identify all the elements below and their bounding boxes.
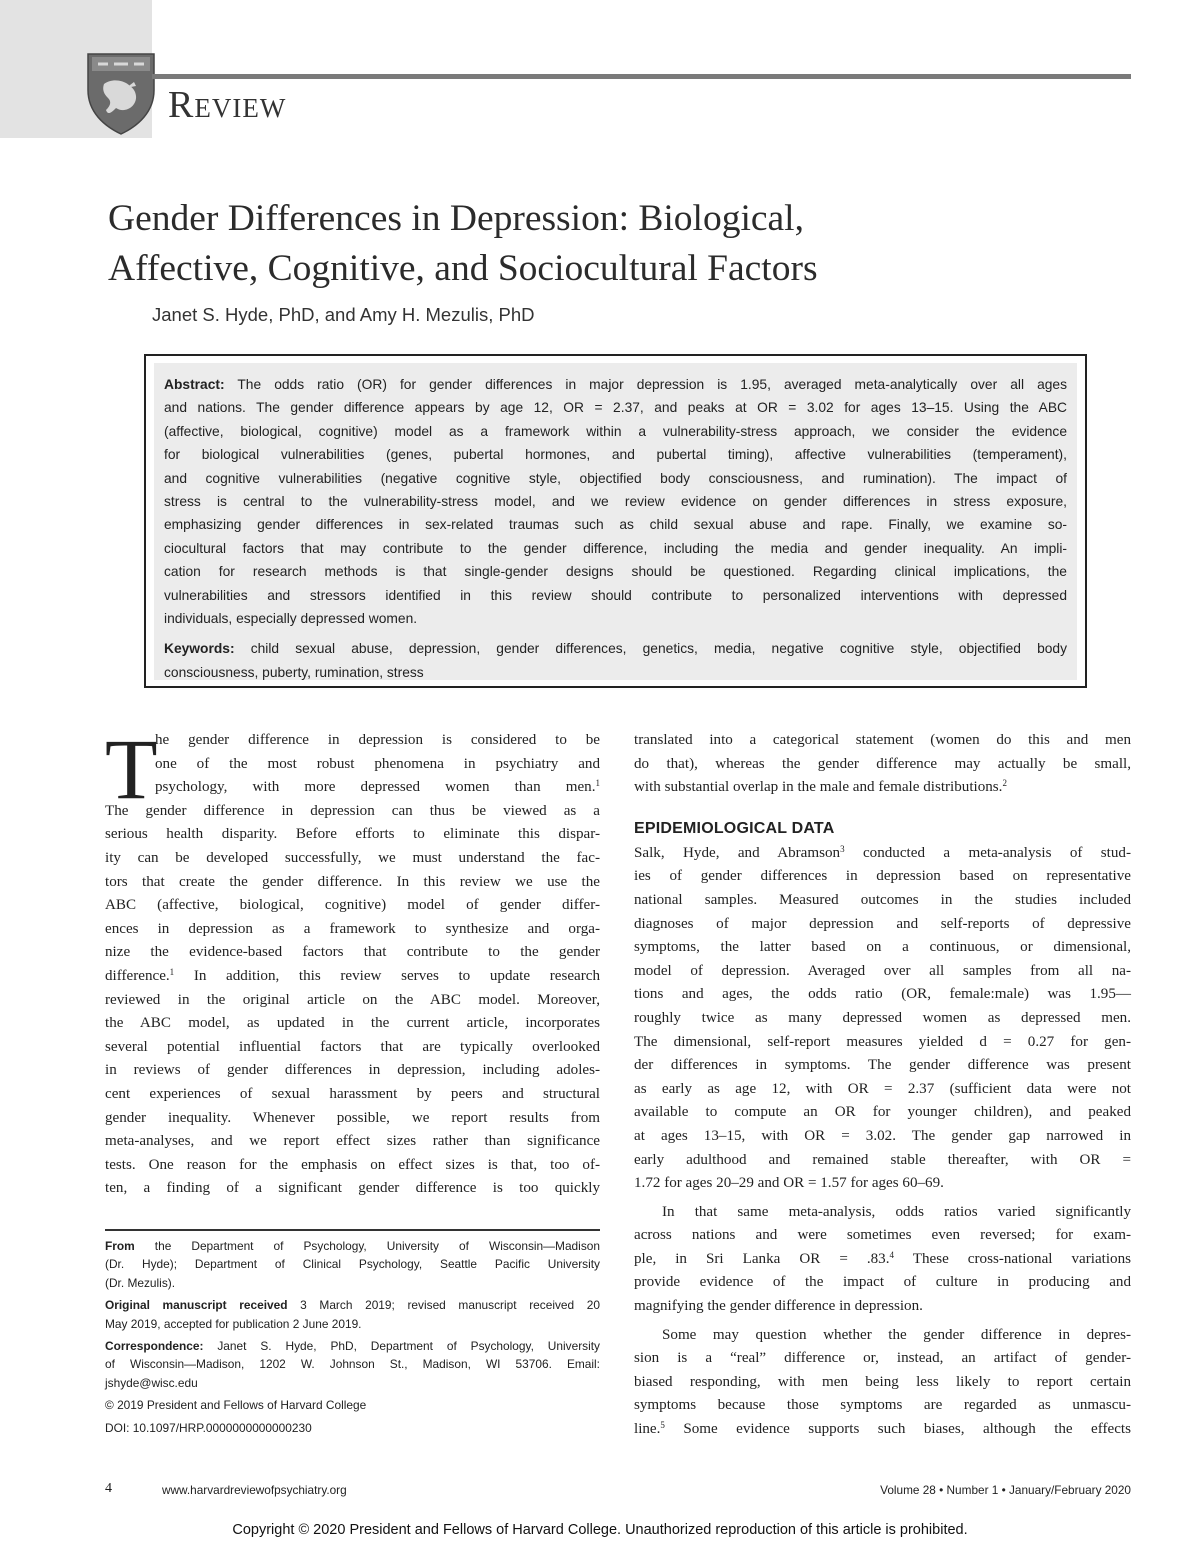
body-line: gender inequality. Whenever possible, we report results from (105, 1109, 600, 1126)
body-line: nize the evidence-based factors that contribute to the gender (105, 944, 600, 961)
body-line-text: Some evidence supports such biases, although the effects (664, 1421, 1131, 1438)
body-line: the ABC model, as updated in the current article, incorporates (105, 1015, 600, 1032)
body-line (634, 776, 1131, 800)
body-line: der differences in symptoms. The gender difference was present (634, 1057, 1131, 1074)
body-line: 1.72 for ages 20–29 and OR = 1.57 for ages 60–69. (634, 1175, 944, 1192)
abstract-line: cation for research methods is that single-gender designs should be questioned. Regarding clinical implications, the (164, 564, 1067, 580)
footnotes (105, 1237, 600, 1441)
body-line: Some may question whether the gender difference in depres- (662, 1326, 1131, 1343)
footnote-line: (Dr. Mezulis). (105, 1275, 176, 1290)
body-line: symptoms because those symptoms are regarded as unmascu- (634, 1397, 1131, 1414)
body-line-text: In addition, this review serves to update research (174, 967, 600, 984)
abstract-line: (affective, biological, cognitive) model as a framework within a vulnerability-stress approach, we consider the evidence (164, 423, 1067, 439)
body-line: ies of gender differences in depression based on representative (634, 868, 1131, 885)
citation-sup[interactable]: 3 (840, 843, 845, 854)
footnote-line: May 2019, accepted for publication 2 June 2019. (105, 1316, 362, 1331)
abstract-line-text: The odds ratio (OR) for gender differences in major depression is 1.95, averaged meta-analytically over all ages (237, 377, 1067, 392)
citation-sup[interactable]: 1 (595, 778, 600, 789)
citation-sup[interactable]: 2 (1002, 778, 1007, 789)
body-line: biased responding, with men being less likely to report certain (634, 1373, 1131, 1390)
section-heading: EPIDEMIOLOGICAL DATA (634, 819, 835, 837)
body-line: serious health disparity. Before efforts to eliminate this dispar- (105, 826, 600, 843)
footnote-copyright: © 2019 President and Fellows of Harvard College (105, 1398, 367, 1413)
footnote-label: From (105, 1239, 135, 1253)
body-line: ences in depression as a framework to synthesize and orga- (105, 920, 600, 937)
body-line (634, 1248, 1131, 1272)
abstract-line (164, 373, 1067, 396)
body-line: available to compute an OR for younger children), and peaked (634, 1104, 1131, 1121)
body-line (634, 842, 1131, 866)
citation-sup[interactable]: 1 (169, 966, 175, 977)
footnote-text: the Department of Psychology, University of Wisconsin—Madison (134, 1239, 600, 1253)
body-line: early adulthood and remained stable thereafter, with OR = (634, 1151, 1131, 1168)
header-rule (152, 74, 1131, 79)
abstract-line: and cognitive vulnerabilities (negative cognitive style, objectified body consciousness, and rumination). The impact of (164, 470, 1067, 486)
abstract-line: stress is central to the vulnerability-stress model, and we review evidence on gender differences in stress exposure, (164, 494, 1067, 510)
body-line: ABC (affective, biological, cognitive) model of gender differ- (105, 897, 600, 914)
abstract-line: ciocultural factors that may contribute to the gender difference, including the media and gender inequality. An impli- (164, 540, 1067, 556)
footnote-label: Correspondence: (105, 1339, 204, 1354)
body-line: provide evidence of the impact of culture in producing and (634, 1274, 1131, 1291)
footnote-received (105, 1296, 600, 1333)
body-line: meta-analyses, and we report effect sizes rather than significance (105, 1133, 600, 1150)
footnote-text: 3 March 2019; revised manuscript received 20 (287, 1298, 601, 1313)
body-line: sion is a “real” difference or, instead, an artifact of gender- (634, 1350, 1131, 1367)
body-line: across nations and were sometimes even reversed; for exam- (634, 1227, 1131, 1244)
abstract-label: Abstract: (164, 377, 225, 392)
body-line: national samples. Measured outcomes in the studies included (634, 891, 1131, 908)
section-label: Review (168, 84, 287, 126)
abstract-line: emphasizing gender differences in sex-related traumas such as child sexual abuse and rape. Finally, we examine so- (164, 517, 1067, 533)
body-line-text: ple, in Sri Lanka OR = .83. (634, 1250, 890, 1267)
body-line (105, 965, 600, 989)
body-line-text: These cross-national variations (894, 1250, 1131, 1267)
body-line (634, 1418, 1131, 1442)
keywords-label: Keywords: (164, 641, 235, 657)
body-line: The gender difference in depression can thus be viewed as a (105, 802, 600, 819)
footnote-affiliation (105, 1237, 600, 1292)
authors: Janet S. Hyde, PhD, and Amy H. Mezulis, PhD (152, 304, 535, 325)
footnote-doi[interactable]: DOI: 10.1097/HRP.0000000000000230 (105, 1420, 312, 1435)
paragraph (634, 1324, 1131, 1442)
keywords-text: child sexual abuse, depression, gender differences, genetics, media, negative cognitive style, objectified body (250, 641, 1067, 657)
abstract-text (164, 373, 1067, 630)
body-line: translated into a categorical statement (women do this and men (634, 732, 1131, 748)
footnote-line (105, 1237, 600, 1255)
email-link[interactable]: jshyde@wisc.edu (105, 1375, 198, 1390)
paragraph (634, 1201, 1131, 1319)
body-line-text: difference. (105, 967, 170, 984)
body-line-text: conducted a meta-analysis of stud- (844, 844, 1131, 861)
body-line: reviewed in the original article on the ABC model. Moreover, (105, 991, 600, 1008)
body-line: model of depression. Averaged over all samples from all na- (634, 962, 1131, 979)
citation-sup[interactable]: 4 (889, 1249, 894, 1260)
footnote-line: (Dr. Hyde); Department of Clinical Psychology, Seattle Pacific University (105, 1257, 600, 1272)
body-line: one of the most robust phenomena in psychiatry and (155, 755, 600, 772)
body-line: he gender difference in depression is considered to be (155, 732, 600, 748)
title-line: Gender Differences in Depression: Biological, (108, 198, 804, 239)
body-line: several potential influential factors that are typically overlooked (105, 1038, 600, 1055)
body-line: tions and ages, the odds ratio (OR, female:male) was 1.95— (634, 986, 1131, 1003)
volume-info: Volume 28 • Number 1 • January/February 2020 (880, 1483, 1131, 1497)
abstract-box (144, 354, 1087, 688)
body-column-right (634, 729, 1131, 1442)
body-line: ten, a finding of a significant gender difference is too quickly (105, 1180, 600, 1197)
abstract-line: and nations. The gender difference appears by age 12, OR = 2.37, and peaks at OR = 3.02 for ages 13–15. Using the ABC (164, 400, 1067, 416)
body-column-left (105, 721, 600, 1201)
body-line: at ages 13–15, with OR = 3.02. The gender gap narrowed in (634, 1127, 1131, 1144)
body-line: magnifying the gender difference in depression. (634, 1298, 923, 1315)
abstract-line: for biological vulnerabilities (genes, pubertal hormones, and pubertal timing), affective vulnerabilities (temperament), (164, 447, 1067, 463)
keywords (164, 637, 1067, 684)
body-line: symptoms, the latter based on a continuous, or dimensional, (634, 939, 1131, 956)
drop-cap: T (105, 721, 158, 817)
body-line: roughly twice as many depressed women as depressed men. (634, 1009, 1131, 1026)
keywords-line: consciousness, puberty, rumination, stress (164, 664, 424, 680)
abstract-line: individuals, especially depressed women. (164, 611, 418, 627)
copyright-notice: Copyright © 2020 President and Fellows of Harvard College. Unauthorized reproduction of this article is prohibited. (232, 1522, 968, 1538)
body-line-text: with substantial overlap in the male and female distributions. (634, 779, 1003, 796)
body-line: In that same meta-analysis, odds ratios varied significantly (662, 1203, 1131, 1220)
keywords-line (164, 637, 1067, 660)
journal-url-link[interactable]: www.harvardreviewofpsychiatry.org (162, 1483, 347, 1497)
body-line-text: Salk, Hyde, and Abramson (634, 844, 841, 861)
footnote-line (105, 1337, 600, 1355)
body-line: as early as age 12, with OR = 2.37 (sufficient data were not (634, 1080, 1131, 1097)
body-line-text: psychology, with more depressed women than men. (155, 779, 596, 796)
footnote-rule (105, 1229, 600, 1231)
body-line-text: line. (634, 1421, 661, 1438)
harvard-shield-logo (86, 50, 156, 136)
footnote-label: Original manuscript received (105, 1298, 288, 1313)
body-line: ity can be developed successfully, we must understand the fac- (105, 849, 600, 866)
footnote-correspondence (105, 1337, 600, 1392)
body-line: The dimensional, self-report measures yielded d = 0.27 for gen- (634, 1033, 1131, 1050)
footnote-line (105, 1296, 600, 1314)
article-title (108, 194, 1108, 294)
body-line: diagnoses of major depression and self-reports of depressive (634, 915, 1131, 932)
body-line: in reviews of gender differences in depression, including adoles- (105, 1062, 600, 1079)
abstract-panel (154, 363, 1077, 680)
body-line: tests. One reason for the emphasis on effect sizes is that, too of- (105, 1156, 600, 1173)
title-line: Affective, Cognitive, and Sociocultural Factors (108, 248, 818, 289)
footnote-text: Janet S. Hyde, PhD, Department of Psychology, University (203, 1339, 600, 1354)
abstract-line: vulnerabilities and stressors identified in this review should contribute to personalized interventions with depressed (164, 587, 1067, 603)
body-line: tors that create the gender difference. In this review we use the (105, 873, 600, 890)
citation-sup[interactable]: 5 (660, 1420, 665, 1431)
footnote-line: of Wisconsin—Madison, 1202 W. Johnson St., Madison, WI 53706. Email: (105, 1357, 600, 1372)
body-line: cent experiences of sexual harassment by peers and structural (105, 1085, 600, 1102)
body-line (105, 776, 600, 800)
body-line: do that), whereas the gender difference may actually be small, (634, 755, 1131, 772)
page-number: 4 (105, 1481, 112, 1496)
